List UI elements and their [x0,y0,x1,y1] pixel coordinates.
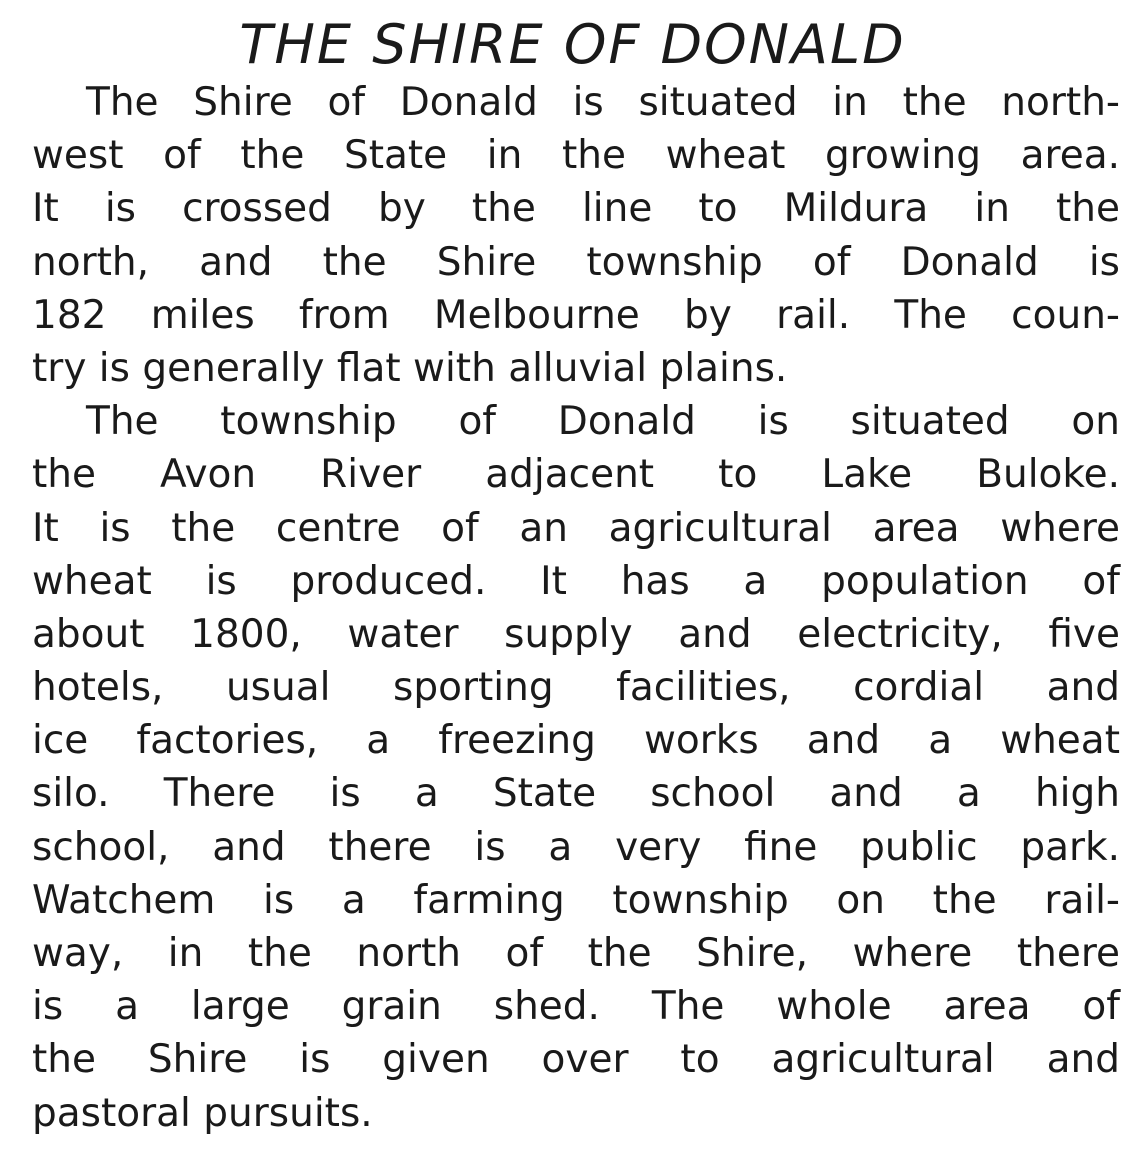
paragraph-2-line-2: the Avon River adjacent to Lake Buloke. [32,452,1120,498]
paragraph-2-line-10: Watchem is a farming township on the rail- [32,877,1120,923]
paragraph-2-line-13: the Shire is given over to agricultural and [32,1037,1120,1083]
paragraph-2-line-1: The township of Donald is situated on [86,399,1120,445]
paragraph-1-line-2: west of the State in the wheat growing area. [32,133,1120,179]
paragraph-2-line-14: pastoral pursuits. [32,1090,373,1136]
paragraph-1-line-4: north, and the Shire township of Donald is [32,239,1120,285]
paragraph-2-line-12: is a large grain shed. The whole area of [32,984,1120,1030]
paragraph-2-line-4: wheat is produced. It has a population of [32,558,1120,604]
paragraph-1-line-1: The Shire of Donald is situated in the north- [86,80,1120,125]
paragraph-1-line-5: 182 miles from Melbourne by rail. The coun- [32,292,1120,338]
paragraph-2-line-5: about 1800, water supply and electricity, five [32,611,1120,657]
paragraph-2-line-11: way, in the north of the Shire, where there [32,931,1120,976]
paragraph-2-line-3: It is the centre of an agricultural area where [32,505,1120,551]
paragraph-2-line-8: silo. There is a State school and a high [32,771,1120,817]
paragraph-2-line-7: ice factories, a freezing works and a wheat [32,718,1120,764]
paragraph-1-line-3: It is crossed by the line to Mildura in the [32,186,1120,232]
article-body [32,76,1120,1140]
article-title: THE SHIRE OF DONALD [239,13,906,76]
paragraph-1-line-6: try is generally flat with alluvial plains. [32,345,788,391]
paragraph-2-line-6: hotels, usual sporting facilities, cordial and [32,665,1120,711]
paragraph-2-line-9: school, and there is a very fine public park. [32,824,1120,870]
